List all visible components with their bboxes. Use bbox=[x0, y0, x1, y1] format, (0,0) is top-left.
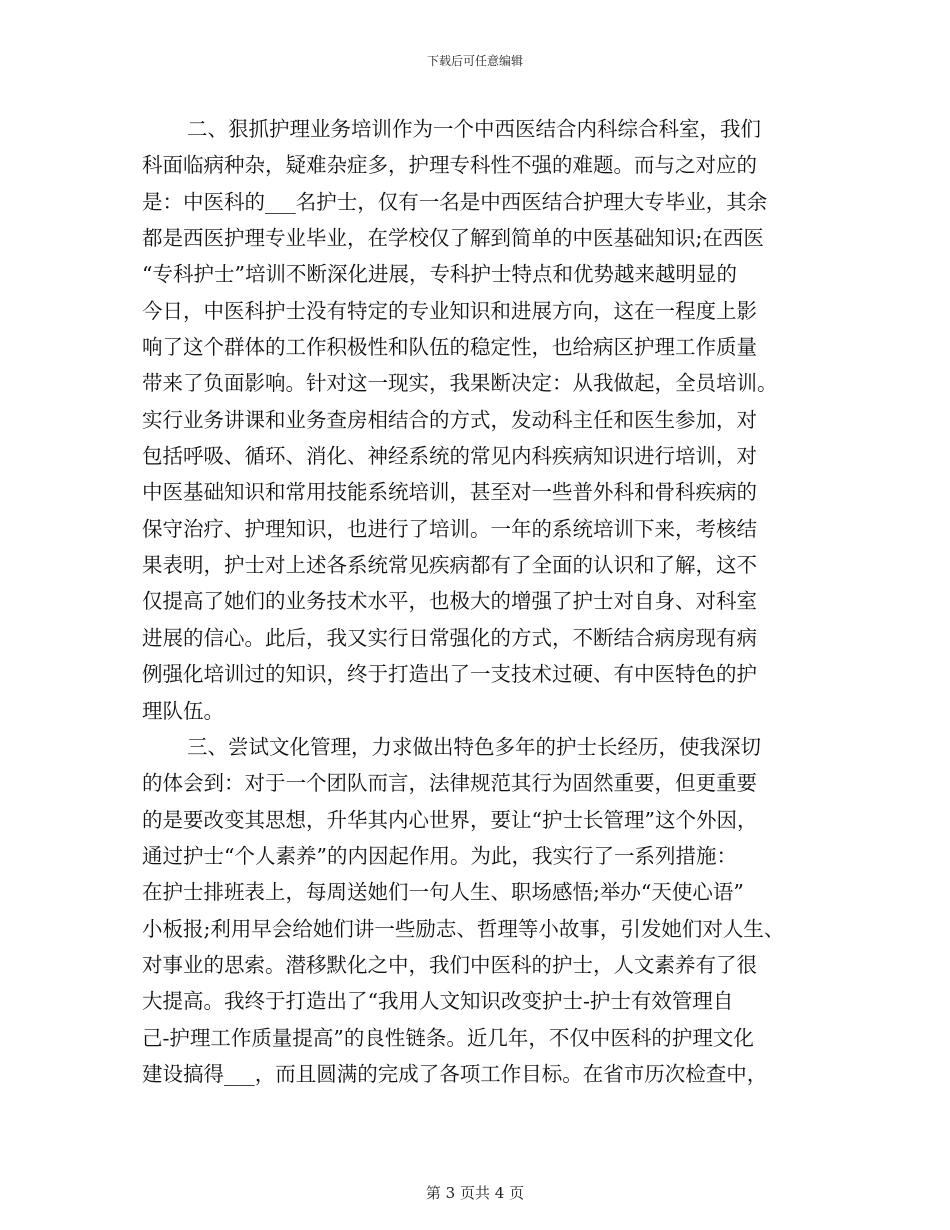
text-line: 果表明，护士对上述各系统常见疾病都有了全面的认识和了解，这不 bbox=[142, 553, 757, 578]
text-line: 科面临病种杂，疑难杂症多，护理专科性不强的难题。而与之对应的 bbox=[142, 153, 757, 178]
page-footer: 第 3 页共 4 页 bbox=[425, 1184, 525, 1202]
text-line: 己-护理工作质量提高”的良性链条。近几年，不仅中医科的护理文化 bbox=[142, 1025, 754, 1050]
text-line: 二、狠抓护理业务培训作为一个中西医结合内科综合科室，我们 bbox=[187, 117, 761, 141]
text-line: 包括呼吸、循环、消化、神经系统的常见内科疾病知识进行培训，对 bbox=[142, 444, 757, 469]
text-line: 小板报;利用早会给她们讲一些励志、哲理等小故事，引发她们对人生、 bbox=[142, 916, 785, 941]
text-line: 建设搞得___，而且圆满的完成了各项工作目标。在省市历次检查中， bbox=[142, 1061, 768, 1086]
paragraph-culture bbox=[142, 729, 822, 1092]
paragraph-training bbox=[142, 111, 822, 729]
text-line: 大提高。我终于打造出了“我用人文知识改变护士-护士有效管理自 bbox=[142, 989, 734, 1014]
text-line: 在护士排班表上，每周送她们一句人生、职场感悟;举办“天使心语” bbox=[142, 880, 744, 905]
text-line: 带来了负面影响。针对这一现实，我果断决定：从我做起，全员培训。 bbox=[142, 371, 778, 396]
text-line: 仅提高了她们的业务技术水平，也极大的增强了护士对自身、对科室 bbox=[142, 589, 757, 614]
text-line: 都是西医护理专业毕业，在学校仅了解到简单的中医基础知识;在西医 bbox=[142, 226, 764, 251]
text-line: 今日，中医科护士没有特定的专业知识和进展方向，这在一程度上影 bbox=[142, 298, 757, 323]
text-line: 实行业务讲课和业务查房相结合的方式，发动科主任和医生参加，对 bbox=[142, 407, 757, 432]
text-line: 是：中医科的___名护士，仅有一名是中西医结合护理大专毕业，其余 bbox=[142, 189, 768, 214]
text-line: 保守治疗、护理知识，也进行了培训。一年的系统培训下来，考核结 bbox=[142, 516, 757, 541]
text-line: 中医基础知识和常用技能系统培训，甚至对一些普外科和骨科疾病的 bbox=[142, 480, 757, 505]
text-line: 三、尝试文化管理，力求做出特色多年的护士长经历，使我深切 bbox=[187, 734, 761, 759]
text-line: 的体会到：对于一个团队而言，法律规范其行为固然重要，但更重要 bbox=[142, 771, 757, 796]
text-line: 响了这个群体的工作积极性和队伍的稳定性，也给病区护理工作质量 bbox=[142, 335, 757, 360]
text-line: 的是要改变其思想，升华其内心世界，要让“护士长管理”这个外因， bbox=[142, 807, 758, 832]
text-line: “专科护士”培训不断深化进展，专科护士特点和优势越来越明显的 bbox=[142, 262, 737, 287]
page-header: 下载后可任意编辑 bbox=[426, 54, 523, 68]
text-line: 进展的信心。此后，我又实行日常强化的方式，不断结合病房现有病 bbox=[142, 625, 757, 650]
text-line: 对事业的思索。潜移默化之中，我们中医科的护士，人文素养有了很 bbox=[142, 952, 757, 977]
text-line: 通过护士“个人素养”的内因起作用。为此，我实行了一系列措施： bbox=[142, 843, 737, 868]
text-line: 理队伍。 bbox=[142, 698, 224, 723]
document-body bbox=[142, 111, 822, 1092]
text-line: 例强化培训过的知识，终于打造出了一支技术过硬、有中医特色的护 bbox=[142, 662, 757, 687]
